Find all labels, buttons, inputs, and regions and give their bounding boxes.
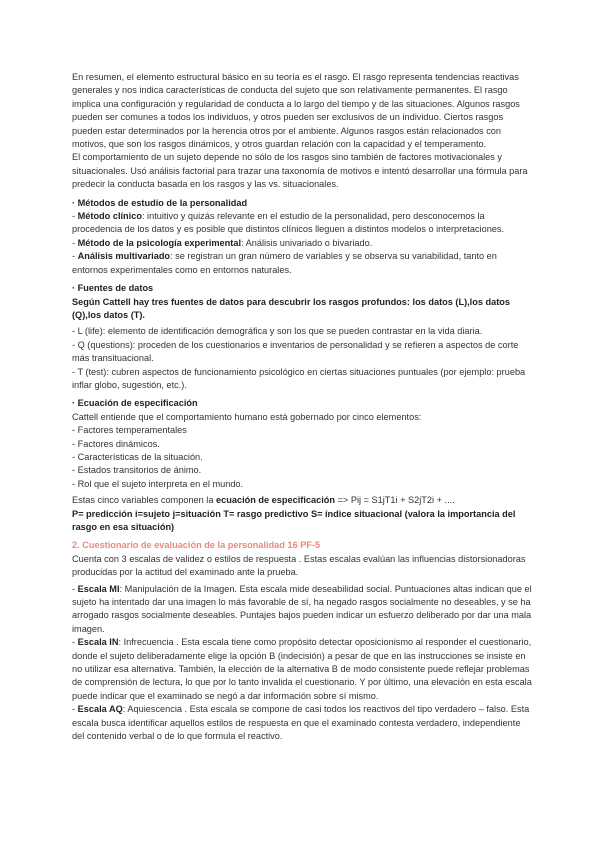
equation-item: - Rol que el sujeto interpreta en el mundo.: [72, 478, 244, 489]
sources-subheading: Según Cattell hay tres fuentes de datos para descubrir los rasgos profundos: los datos (L),los datos (Q),los datos (T).: [72, 296, 511, 320]
equation-item: - Estados transitorios de ánimo.: [72, 465, 202, 476]
equation-formula: Estas cinco variables componen la ecuación de especificación => Pij = S1jT1i + S2jT2i + ....: [72, 495, 455, 506]
intro-paragraph-1: En resumen, el elemento estructural básico en su teoría es el rasgo. El rasgo representa tendencias reactivas generales y nos indica características de conducta del sujeto que son relativamente permanentes. El rasgo implica una configuración y regularidad de conducta a lo largo del tiempo y de las situaciones. Algunos rasgos pueden ser comunes a todos los individuos, y otros pueden ser exclusivos de un individuo. Ciertos rasgos pueden estar determinados por la herencia otros por el ambiente. Algunos rasgos están relacionados con motivos, que son los rasgos dinámicos, y otros guardan relación con la capacidad y el temperamento.: [72, 72, 520, 150]
equation-intro: Cattell entiende que el comportamiento humano está gobernado por cinco elementos:: [72, 411, 422, 422]
section-2-intro: Cuenta con 3 escalas de validez o estilos de respuesta . Estas escalas evalúan las influencias distorsionadoras producidas por la actitud del examinado ante la prueba.: [72, 553, 526, 578]
scale-mi: - Escala MI: Manipulación de la Imagen. Esta escala mide deseabilidad social. Puntuaciones altas indican que el sujeto ha intentado dar una imagen lo más favorable de sí, ha negado rasgos socialmente no deseables, y se ha arrogado rasgos socialmente deseables. Puntajes bajos pueden indicar un esfuerzo deliberado por dar una mala imagen.: [72, 583, 532, 634]
methods-item-experimental: - Método de la psicología experimental: Análisis univariado o bivariado.: [72, 237, 373, 248]
sources-item-t: - T (test): cubren aspectos de funcionamiento psicológico en ciertas situaciones puntuales (por ejemplo: prueba inflar globo, sugestión, etc.).: [72, 366, 526, 390]
equation-item: - Características de la situación.: [72, 451, 203, 462]
equation-item: - Factores dinámicos.: [72, 438, 160, 449]
methods-item-clinical: - Método clínico: intuitivo y quizás relevante en el estudio de la personalidad, pero desconocemos la procedencia de los datos y es posible que distintos clínicos lleguen a distintos modelos o interpretaciones.: [72, 211, 505, 235]
sources-heading: · Fuentes de datos: [72, 283, 154, 294]
methods-item-multivariate: - Análisis multivariado: se registran un gran número de variables y se observa su variabilidad, tanto en entornos experimentales como en entornos naturales.: [72, 251, 497, 275]
scale-aq: - Escala AQ: Aquiescencia . Esta escala se compone de casi todos los reactivos del tipo verdadero – falso. Esta escala busca identificar aquellos estilos de respuesta en que el examinado contesta verdadero, independiente del contenido verbal o de lo que formula el reactivo.: [72, 704, 530, 742]
sources-item-q: - Q (questions): proceden de los cuestionarios e inventarios de personalidad y se refieren a aspectos de corte más transituacional.: [72, 339, 519, 364]
scale-in: - Escala IN: Infrecuencia . Esta escala tiene como propósito detectar oposicionismo al responder el cuestionario, donde el sujeto deliberadamente elige la opción B (indecisión) a pesar de que en las instrucciones se insiste en no utilizar esa alternativa. También, la elección de la alternativa B de modo consistente puede reflejar problemas de comprensión de lectura, lo que por lo tanto invalida el cuestionario. Y por último, una elevación en esta escala puede indicar que el examinado se negó a dar información sobre sí mismo.: [72, 637, 532, 701]
equation-legend: P= predicción i=sujeto j=situación T= rasgo predictivo S= índice situacional (valora la importancia del rasgo en esa situación): [72, 508, 516, 532]
equation-heading: · Ecuación de especificación: [72, 398, 198, 409]
intro-paragraph-2: El comportamiento de un sujeto depende no sólo de los rasgos sino también de factores motivacionales y situacionales. Usó análisis factorial para trazar una taxonomía de motivos e intentó desarrollar una fórmula para predecir la conducta basada en los rasgos y las vs. situacionales.: [72, 152, 528, 190]
equation-item: - Factores temperamentales: [72, 425, 187, 436]
section-2-title: 2. Cuestionario de evaluación de la personalidad 16 PF-5: [72, 540, 321, 551]
sources-item-l: - L (life): elemento de identificación demográfica y son los que se pueden contrastar en la vida diaria.: [72, 326, 483, 337]
methods-heading: · Métodos de estudio de la personalidad: [72, 197, 248, 208]
